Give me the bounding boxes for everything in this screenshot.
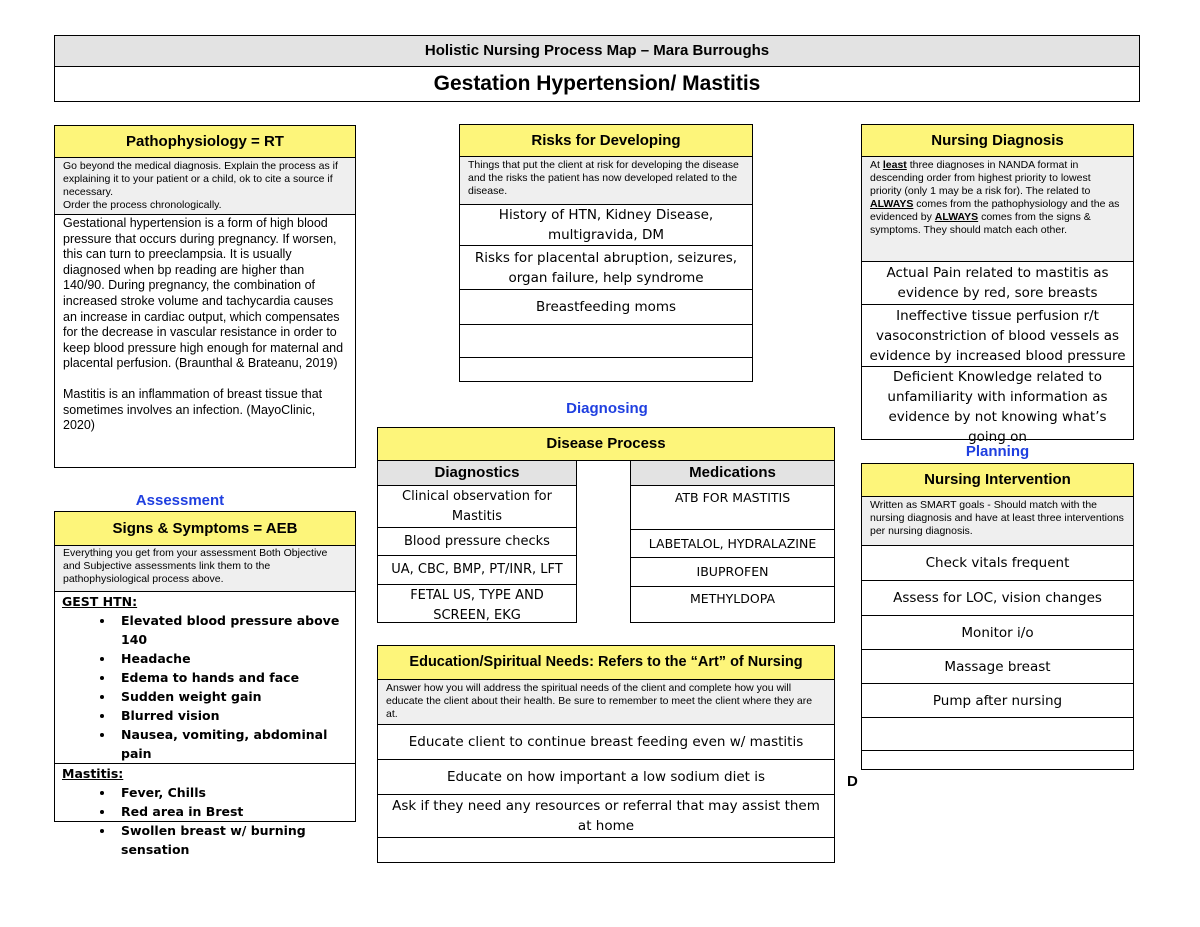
table-row: LABETALOL, HYDRALAZINE	[631, 530, 834, 558]
list-item: Educate on how important a low sodium diet is	[378, 760, 834, 795]
list-item: Actual Pain related to mastitis as evidence by red, sore breasts	[862, 262, 1133, 305]
title-banner	[54, 35, 1140, 102]
nursing-intervention-box	[861, 463, 1134, 770]
map-subtitle: Gestation Hypertension/ Mastitis	[433, 72, 761, 95]
table-row: ATB FOR MASTITIS	[631, 486, 834, 530]
nursing-intervention-heading: Nursing Intervention	[862, 464, 1133, 497]
list-item: Breastfeeding moms	[460, 290, 752, 325]
table-row: Clinical observation for Mastitis	[378, 486, 576, 528]
list-item: • Edema to hands and face	[115, 668, 355, 687]
pathophysiology-body: Gestational hypertension is a form of high blood pressure that occurs during pregnancy. If worsen, this can turn to preeclampsia. It is usually diagnosed when bp reading are higher than 140/90. During pregnancy, the combination of increased stroke volume and tachycardia causes an increase in cardiac output, which compensates for the decrease in vascular resistance in order to keep blood pressure high enough for maternal and placental perfusion. (Braunthal & Brateanu, 2019) Mastitis is an inflammation of breast tissue that sometimes involves an infection. (MayoClinic, 2020)	[63, 216, 344, 433]
list-item	[862, 751, 1133, 781]
list-item: • Headache	[115, 649, 355, 668]
gest-htn-list	[55, 611, 355, 763]
list-item: • Fever, Chills	[115, 783, 355, 802]
gest-htn-label: GEST HTN:	[62, 594, 138, 609]
risks-heading: Risks for Developing	[460, 125, 752, 157]
assessment-label: Assessment	[135, 492, 225, 509]
pathophysiology-instructions: Go beyond the medical diagnosis. Explain the process as if explaining it to your patient or a child, ok to cite a source if necessary. Order the process chronologically.	[55, 158, 355, 215]
mastitis-list	[55, 783, 355, 859]
list-item: Massage breast	[862, 650, 1133, 684]
table-row: IBUPROFEN	[631, 558, 834, 587]
table-row: METHYLDOPA	[689, 591, 776, 606]
pathophysiology-heading: Pathophysiology = RT	[55, 126, 355, 158]
disease-process	[377, 427, 835, 623]
medications-heading: Medications	[631, 461, 834, 486]
medications-column	[630, 460, 835, 623]
mastitis-label: Mastitis:	[62, 766, 124, 781]
list-item: Ask if they need any resources or referral that may assist them at home	[378, 795, 834, 838]
list-item: • Nausea, vomiting, abdominal pain	[115, 725, 355, 763]
list-item: Deficient Knowledge related to unfamiliarity with information as evidence by not knowing what’s going on	[887, 369, 1108, 445]
diagnostics-column	[377, 460, 577, 623]
nursing-diagnosis-instructions: At least three diagnoses in NANDA format in descending order from highest priority to lowest priority (only 1 may be a risk for). The related to ALWAYS comes from the pathophysiology and the as evidenced by ALWAYS comes from the signs & symptoms. They should match each other.	[862, 157, 1133, 262]
list-item: Risks for placental abruption, seizures, organ failure, help syndrome	[460, 246, 752, 290]
list-item: Educate client to continue breast feeding even w/ mastitis	[378, 725, 834, 760]
signs-symptoms-instructions: Everything you get from your assessment Both Objective and Subjective assessments link them to the pathophysiological process above.	[55, 546, 355, 592]
signs-symptoms-box	[54, 511, 356, 857]
diagnostics-heading: Diagnostics	[378, 461, 576, 486]
diagnosing-label: Diagnosing	[566, 400, 648, 417]
list-item	[460, 325, 752, 358]
planning-label: Planning	[965, 443, 1030, 460]
education-instructions: Answer how you will address the spiritual needs of the client and complete how you will educate the client about their health. Be sure to remember to meet the client where they are at.	[378, 680, 834, 725]
risks-box	[459, 124, 753, 382]
nursing-diagnosis-heading: Nursing Diagnosis	[862, 125, 1133, 157]
list-item: • Elevated blood pressure above 140	[115, 611, 355, 649]
list-item: • Red area in Brest	[115, 802, 355, 821]
list-item	[862, 718, 1133, 751]
disease-process-heading: Disease Process	[377, 427, 835, 461]
list-item	[378, 838, 834, 869]
education-box	[377, 645, 835, 863]
table-row: UA, CBC, BMP, PT/INR, LFT	[378, 556, 576, 585]
education-heading: Education/Spiritual Needs: Refers to the “Art” of Nursing	[378, 646, 834, 680]
list-item: Check vitals frequent	[862, 546, 1133, 581]
risks-instructions: Things that put the client at risk for developing the disease and the risks the patient has now developed related to the disease.	[460, 157, 752, 205]
signs-symptoms-heading: Signs & Symptoms = AEB	[55, 512, 355, 546]
nursing-intervention-instructions: Written as SMART goals - Should match with the nursing diagnosis and have at least three interventions per nursing diagnosis.	[862, 497, 1133, 546]
list-item: Ineffective tissue perfusion r/t vasoconstriction of blood vessels as evidence by increased blood pressure	[862, 305, 1133, 367]
list-item: Monitor i/o	[862, 616, 1133, 650]
pathophysiology-box	[54, 125, 356, 468]
table-row: FETAL US, TYPE AND SCREEN, EKG	[410, 587, 544, 623]
list-item: History of HTN, Kidney Disease, multigravida, DM	[460, 205, 752, 246]
list-item: Pump after nursing	[862, 684, 1133, 718]
list-item: • Blurred vision	[115, 706, 355, 725]
stray-letter: D	[847, 773, 858, 790]
table-row: Blood pressure checks	[378, 528, 576, 556]
nursing-diagnosis-box	[861, 124, 1134, 445]
list-item: • Swollen breast w/ burning sensation	[115, 821, 355, 859]
map-title: Holistic Nursing Process Map – Mara Burroughs	[55, 36, 1139, 67]
list-item: • Sudden weight gain	[115, 687, 355, 706]
list-item	[460, 358, 752, 389]
list-item: Assess for LOC, vision changes	[862, 581, 1133, 616]
